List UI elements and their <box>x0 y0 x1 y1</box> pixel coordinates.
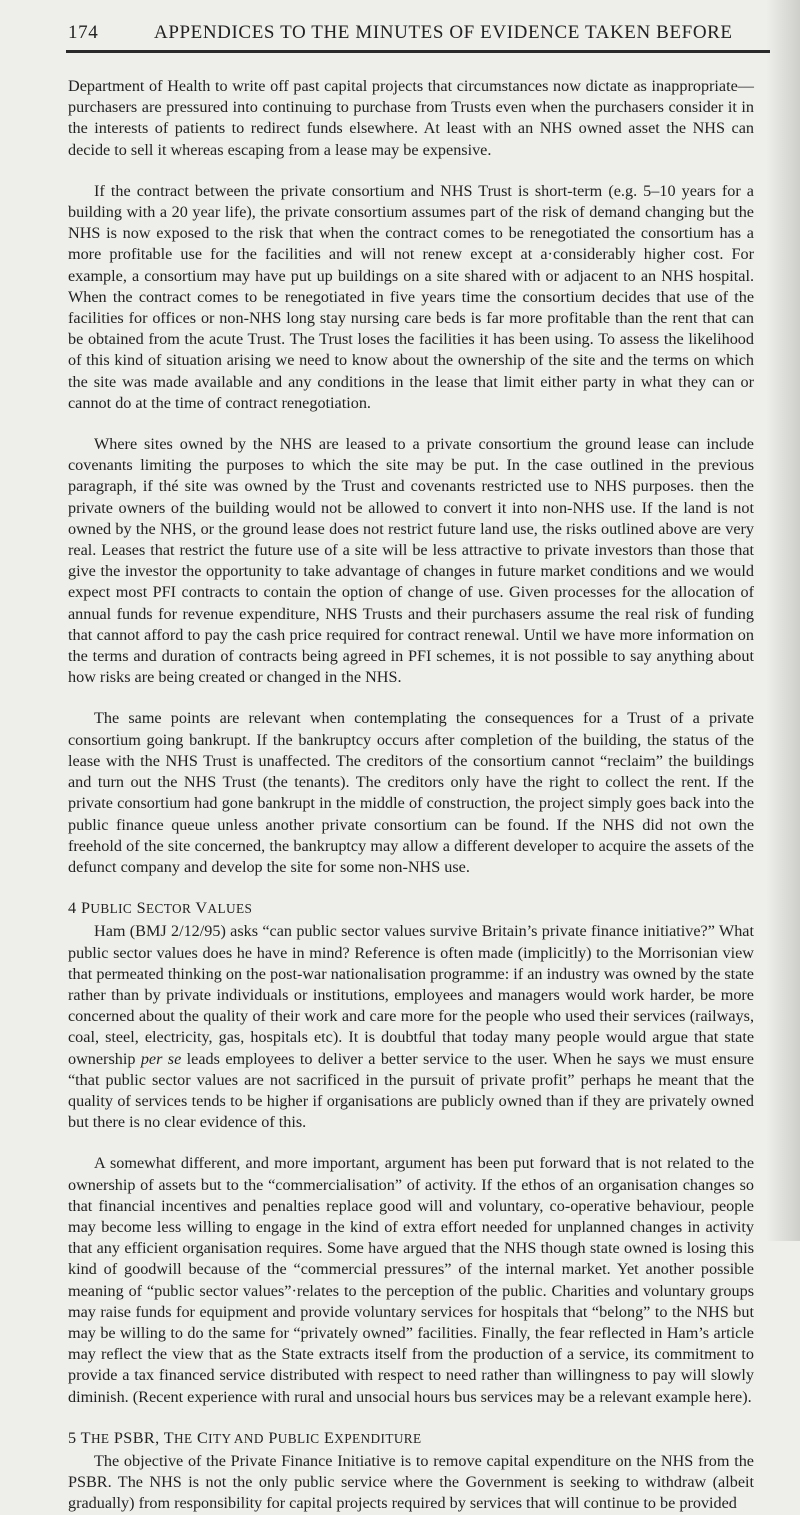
heading-word: HE <box>90 1430 110 1446</box>
heading-word: ITY AND <box>208 1430 264 1446</box>
italic-phrase: per se <box>140 1049 182 1068</box>
paragraph-1: Department of Health to write off past capital projects that circumstances now dictate as inappropriate— purchasers are pressured into continuing to purchase from Trusts even when the purchasers consider it in the interests of patients to redirect funds elsewhere. At least with an NHS owned asset the NHS can decide to sell it whereas escaping from a lease may be expensive. <box>68 77 754 159</box>
paragraph-5-text: Ham (BMJ 2/12/95) asks “can public sector values survive Britain’s private finance initiative?” What public sector values does he have in mind? Reference is often made (implicitly) to the Morrisonian view that permeated thinking on the post-war nationalisation programme: if an industry was owned by the state rather than by private individuals or institutions, employees and managers would work harder, be more concerned about the quality of their work and care more for the people who used their services (railways, coal, steel, electricity, gas, hospitals etc). It is doubtful that today many people would argue that state ownership <box>68 922 754 1068</box>
heading-word: ECTOR <box>146 901 192 917</box>
heading-word: C <box>196 1428 209 1447</box>
section-number: 5 <box>68 1428 77 1447</box>
section-number: 4 <box>68 899 77 918</box>
page-edge-shadow <box>766 0 800 1241</box>
heading-word: V <box>195 899 208 918</box>
paragraph-5-text: leads employees to deliver a better service to the user. When he says we must ensure “that public sector values are not sacrificed in the pursuit of private profit” perhaps he meant that the quality of services tends to be higher if organisations are publicly owned than if they are privately owned but there is no clear evidence of this. <box>68 1049 754 1132</box>
body-text <box>68 76 754 1515</box>
heading-word: PSBR, <box>113 1428 160 1447</box>
paragraph-5 <box>68 921 754 1133</box>
section-heading-4 <box>68 898 754 919</box>
paragraph-6: A somewhat different, and more important, argument has been put forward that is not related to the ownership of assets but to the “commercialisation” of activity. If the ethos of an organisation changes so that financial incentives and penalties replace good will and voluntary, co-operative behaviour, people may become less willing to engage in the kind of extra effort needed for unplanned changes in activity that any efficient organisation requires. Some have argued that the NHS though state owned is losing this kind of goodwill because of the “commercial pressures” of the internal market. Yet another possible meaning of “public sector values”·relates to the perception of the public. Charities and voluntary groups may raise funds for equipment and provide voluntary services for hospitals that “belong” to the NHS but may be willing to do the same for “privately owned” facilities. Finally, the fear reflected in Ham’s article may reflect the view that as the State extracts itself from the production of a service, its commitment to provide a tax financed service distributed with respect to need rather than willingness to pay will slowly diminish. (Recent experience with rural and unsocial hours bus services may be a relevant example here). <box>68 1154 754 1406</box>
heading-word: T <box>163 1428 174 1447</box>
section-heading-5 <box>68 1428 754 1449</box>
heading-word: ALUES <box>207 901 253 917</box>
page-number: 174 <box>68 22 99 43</box>
paragraph-3: Where sites owned by the NHS are leased to a private consortium the ground lease can include covenants limiting the purposes to which the site may be put. In the case outlined in the previous paragraph, if thé site was owned by the Trust and covenants restricted use to NHS purposes. then the private owners of the building would not be allowed to convert it into non-NHS use. If the land is not owned by the NHS, or the ground lease does not restrict future land use, the risks outlined above are very real. Leases that restrict the future use of a site will be less attractive to private investors than those that give the investor the opportunity to take advantage of changes in future market conditions and we would expect most PFI contracts to contain the option of change of use. Given processes for the allocation of annual funds for revenue expenditure, NHS Trusts and their purchasers assume the real risk of funding that cannot afford to pay the cash price required for contract renewal. Until we have more information on the terms and duration of contracts being agreed in PFI schemes, it is not possible to say anything about how risks are being created or changed in the NHS. <box>68 435 754 687</box>
header-rule <box>66 50 770 53</box>
heading-word: UBLIC <box>90 901 133 917</box>
heading-word: P <box>268 1428 278 1447</box>
heading-word: UBLIC <box>277 1430 320 1446</box>
paragraph-2: If the contract between the private consortium and NHS Trust is short-term (e.g. 5–10 years for a building with a 20 year life), the private consortium assumes part of the risk of demand changing but the NHS is now exposed to the risk that when the contract comes to be renegotiated the consortium has a more profitable use for the facilities and will not renew except at a·considerably higher cost. For example, a consortium may have put up buildings on a site shared with or adjacent to an NHS hospital. When the contract comes to be renegotiated in five years time the consortium decides that use of the facilities for offices or non-NHS long stay nursing care beds is far more profitable than the rent that can be obtained from the acute Trust. The Trust loses the facilities it has been using. To assess the likelihood of this kind of situation arising we need to know about the ownership of the site and the terms on which the site was made available and any conditions in the lease that limit either party in what they can or cannot do at the time of contract renegotiation. <box>68 181 754 412</box>
running-header <box>68 22 768 48</box>
heading-word: S <box>136 899 147 918</box>
running-title: APPENDICES TO THE MINUTES OF EVIDENCE TAKEN BEFORE <box>154 22 733 43</box>
heading-word: HE <box>174 1430 193 1446</box>
heading-word: P <box>80 899 91 918</box>
heading-word: XPENDITURE <box>334 1430 422 1446</box>
heading-word: T <box>80 1428 91 1447</box>
paragraph-7: The objective of the Private Finance Initiative is to remove capital expenditure on the NHS from the PSBR. The NHS is not the only public service where the Government is seeking to withdraw (albeit gradually) from responsibility for capital projects required by services that will continue to be provided <box>68 1451 754 1513</box>
paragraph-4: The same points are relevant when contemplating the consequences for a Trust of a private consortium going bankrupt. If the bankruptcy occurs after completion of the building, the status of the lease with the NHS Trust is unaffected. The creditors of the consortium cannot “reclaim” the buildings and turn out the NHS Trust (the tenants). The creditors only have the right to collect the rent. If the private consortium had gone bankrupt in the middle of construction, the project simply goes back into the public finance queue unless another private consortium can be found. If the NHS did not own the freehold of the site concerned, the bankruptcy may allow a different developer to acquire the assets of the defunct company and develop the site for some non-NHS use. <box>68 709 754 876</box>
heading-word: E <box>323 1428 335 1447</box>
